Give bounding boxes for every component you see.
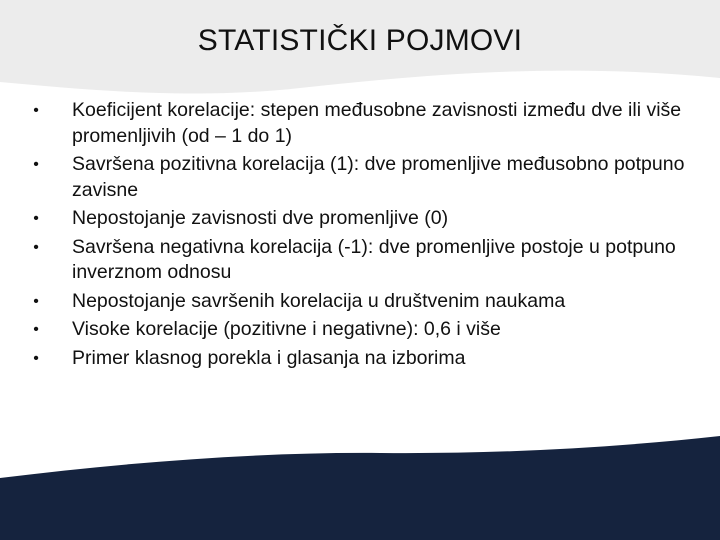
footer-band [0,436,720,540]
bullet-list [28,98,698,374]
list-item [28,98,698,149]
bullet-icon: • [33,238,39,256]
bullet-text: Savršena pozitivna korelacija (1): dve promenljive međusobno potpuno zavisne [72,153,685,201]
bullet-text: Primer klasnog porekla i glasanja na izborima [72,346,466,369]
list-item [28,152,698,203]
bullet-text: Visoke korelacije (pozitivne i negativne): 0,6 i više [72,318,501,340]
bullet-text: Nepostojanje zavisnosti dve promenljive (0) [72,207,449,229]
bullet-icon: • [33,349,39,367]
bullet-icon: • [33,156,39,173]
list-item [28,346,698,372]
bullet-icon: • [33,321,39,338]
list-item [28,235,698,286]
slide-title: STATISTIČKI POJMOVI [197,24,523,57]
list-item [28,317,698,343]
bullet-text: Nepostojanje savršenih korelacija u društvenim naukama [72,289,566,312]
bullet-text: Savršena negativna korelacija (-1): dve promenljive postoje u potpuno inverznom odnosu [72,235,676,283]
list-item [28,206,698,232]
bullet-icon: • [33,102,39,119]
bullet-text: Koeficijent korelacije: stepen međusobne zavisnosti između dve ili više promenljivih (od – 1 do 1) [72,99,682,147]
list-item [28,289,698,315]
bullet-icon: • [33,210,39,227]
bullet-icon: • [33,292,39,310]
